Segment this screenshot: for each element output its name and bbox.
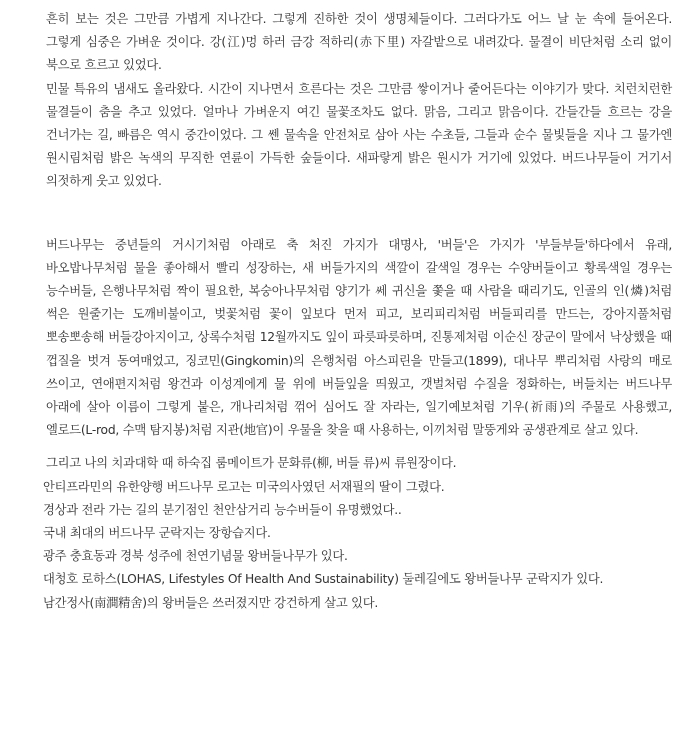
fact-line-janghang: 국내 최대의 버드나무 군락지는 장항습지다. bbox=[43, 526, 271, 541]
fact-line-cheonan: 경상과 전라 가는 길의 분기점인 천안삼거리 능수버들이 유명했었다.. bbox=[43, 502, 402, 517]
fact-line-natural-monument: 광주 충효동과 경북 성주에 천연기념물 왕버들나무가 있다. bbox=[43, 549, 348, 564]
paragraph-gap-small bbox=[46, 442, 672, 452]
fact-line-namganjeongsa: 남간정사(南澗精舍)의 왕버들은 쓰러졌지만 강건하게 살고 있다. bbox=[43, 595, 379, 610]
paragraph-intro: 흔히 보는 것은 그만큼 가볍게 지나간다. 그렇게 진하한 것이 생명체들이다. 그러다가도 어느 날 눈 속에 들어온다. 그렇게 심중은 가벼운 것이다. 강(江)멍 하러 금강 적하리(赤下里) 자갈밭으로 내려갔다. 물결이 비단처럼 소리 없이 북으로 흐르고 있었다. bbox=[46, 12, 672, 73]
paragraph-gap bbox=[46, 194, 672, 234]
fact-line-roommate: 그리고 나의 치과대학 때 하숙집 룸메이트가 문화류(柳, 버들 류)씨 류원장이다. bbox=[46, 456, 457, 471]
willow-facts-list bbox=[43, 452, 672, 614]
fact-line-lohas: 대청호 로하스(LOHAS, Lifestyles Of Health And Sustainability) 둘레길에도 왕버들나무 군락지가 있다. bbox=[43, 572, 604, 587]
fact-line-yuhan-logo: 안티프라민의 유한양행 버드나무 로고는 미국의사였던 서재필의 딸이 그렸다. bbox=[43, 479, 445, 494]
paragraph-willow: 버드나무는 중년들의 거시기처럼 아래로 축 처진 가지가 대명사, '버들'은 가지가 '부들부들'하다에서 유래, 바오밥나무처럼 물을 좋아해서 빨리 성장하는, 새 버들가지의 색깔이 갈색일 경우는 수양버들이고 황록색일 경우는 능수버들, 은행나무처럼 짝이 필요한, 복숭아나무처럼 양기가 쎄 귀신을 쫓을 때 사람을 때리기도, 인골의 인(燐)처럼 썩은 원줄기는 도깨비불이고, 벚꽃처럼 꽃이 잎보다 먼저 피고, 보리피리처럼 버들피리를 만드는, 강아지풀처럼 뽀송뽀송해 버들강아지이고, 상록수처럼 12월까지도 잎이 파릇파릇하며, 진통제처럼 이순신 장군이 말에서 낙상했을 때 껍질을 벗겨 동여매었고, 징코민(Gingkomin)의 은행처럼 아스피린을 만들고(1899), 대나무 뿌리처럼 사랑의 매로 쓰이고, 연애편지처럼 왕건과 이성계에게 물 위에 버들잎을 띄웠고, 갯벌처럼 수질을 정화하는, 버들치는 버드나무 아래에 살아 이름이 그렇게 붙은, 개나리처럼 꺾어 심어도 잘 자라는, 일기예보처럼 기우(祈雨)의 주물로 사용했고, 엘로드(L-rod, 수맥 탐지봉)처럼 지관(地官)이 우물을 찾을 때 사용하는, 이끼처럼 말뚱게와 공생관계로 살고 있다. bbox=[46, 237, 672, 438]
paragraph-river: 민물 특유의 냄새도 올라왔다. 시간이 지나면서 흐른다는 것은 그만큼 쌓이거나 줄어든다는 이야기가 맞다. 치런치런한 물결들이 춤을 추고 있었다. 얼마나 가벼운지 여긴 물꽃조차도 없다. 맑음, 그리고 맑음이다. 간들간들 흐르는 강을 건너가는 길, 빠름은 역시 중간이었다. 그 쎈 물속을 안전처로 삼아 사는 수초들, 그들과 순수 물빛들을 지나 그 물가엔 원시림처럼 밝은 녹색의 무직한 연륜이 가득한 숲들이다. 새파랗게 밝은 원시가 거기에 있었다. 버드나무들이 거기서 의젓하게 웃고 있었다. bbox=[46, 81, 672, 189]
